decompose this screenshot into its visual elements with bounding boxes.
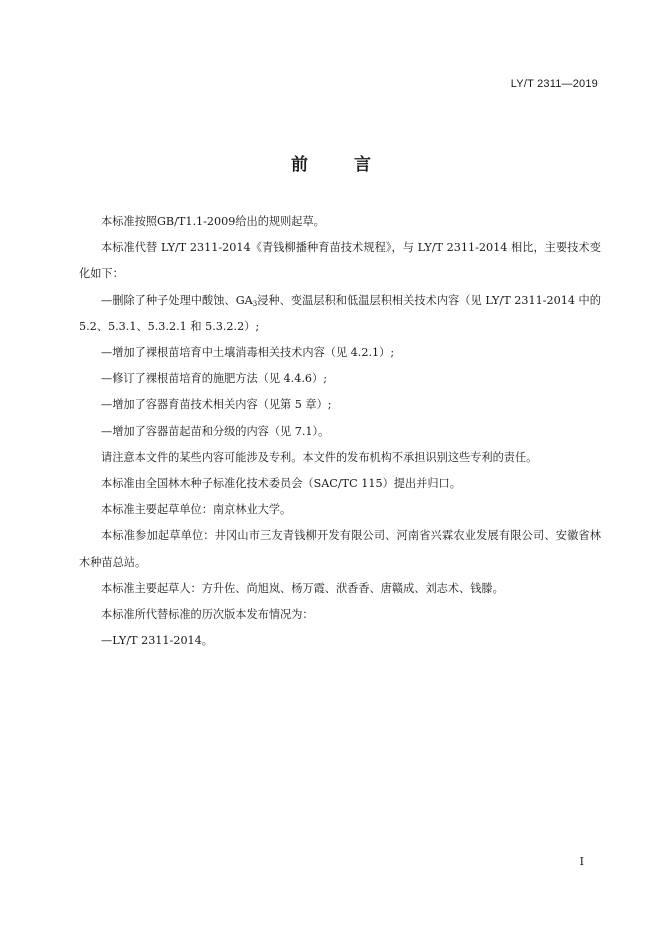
paragraph-patent-notice: 请注意本文件的某些内容可能涉及专利。本文件的发布机构不承担识别这些专利的责任。	[101, 450, 538, 464]
paragraph-proposed-by: 本标准由全国林木种子标准化技术委员会（SAC/TC 115）提出并归口。	[101, 477, 461, 491]
list-item-previous-version: —LY/T 2311-2014。	[101, 634, 213, 648]
page-title: 前 言	[291, 155, 391, 175]
list-item-container-seedling: —增加了容器育苗技术相关内容（见第 5 章）;	[101, 398, 332, 412]
paragraph-main-drafting-unit: 本标准主要起草单位：南京林业大学。	[101, 503, 292, 517]
list-item-text-start: —删除了种子处理中酸蚀、GA	[101, 293, 253, 307]
paragraph-main-drafters: 本标准主要起草人：方升佐、尚旭岚、杨万霞、洑香香、唐赣成、刘志术、钱滕。	[101, 581, 504, 595]
paragraph-previous-versions: 本标准所代替标准的历次版本发布情况为：	[101, 608, 314, 622]
page-number: I	[579, 855, 584, 868]
paragraph-participating-units: 本标准参加起草单位：井冈山市三友青钱柳开发有限公司、河南省兴霖农业发展有限公司、安徽省林木种苗总站。	[79, 529, 601, 569]
list-item-fertilization: —修订了裸根苗培育的施肥方法（见 4.4.6）;	[101, 372, 327, 386]
paragraph-drafting-rules: 本标准按照GB/T1.1-2009给出的规则起草。	[101, 215, 325, 228]
document-body	[79, 209, 601, 654]
list-item-grading: —增加了容器苗起苗和分级的内容（见 7.1）。	[101, 424, 330, 438]
paragraph-replacement-note: 本标准代替 LY/T 2311-2014《青钱柳播种育苗技术规程》，与 LY/T 2311-2014 相比，主要技术变化如下：	[79, 241, 601, 281]
document-code: LY/T 2311—2019	[510, 78, 598, 90]
list-item-deleted-content	[79, 288, 601, 340]
list-item-soil-disinfection: —增加了裸根苗培育中土壤消毒相关技术内容（见 4.2.1）;	[101, 346, 395, 360]
list-item-text-end: 浸种、变温层积和低温层积相关技术内容（见 LY/T 2311-2014 中的5.2、5.3.1、5.3.2.1 和 5.3.2.2）;	[79, 293, 601, 333]
subscript-text: 3	[252, 299, 258, 308]
